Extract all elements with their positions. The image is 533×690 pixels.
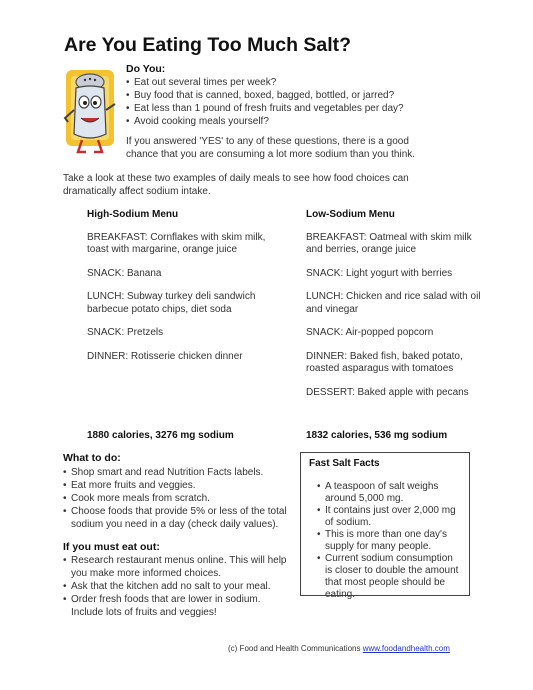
list-item: • Buy food that is canned, boxed, bagged, bottled, or jarred? — [126, 89, 466, 102]
meal-item: BREAKFAST: Oatmeal with skim milk and berries, orange juice — [306, 231, 472, 255]
list-item: • Eat out several times per week? — [126, 76, 466, 89]
meal-item: LUNCH: Subway turkey deli sandwich barbecue potato chips, diet soda — [87, 291, 256, 315]
meal-item: DINNER: Baked fish, baked potato, roasted asparagus with tomatoes — [306, 350, 463, 374]
website-link[interactable]: www.foodandhealth.com — [362, 644, 450, 653]
list-item: • Ask that the kitchen add no salt to your meal. — [63, 580, 288, 593]
eat-out-list — [63, 554, 288, 619]
list-item: • A teaspoon of salt weighs around 5,000 mg. — [317, 481, 461, 505]
salt-shaker-mascot-icon — [62, 62, 118, 156]
list-item: • Cook more meals from scratch. — [63, 492, 288, 505]
footer — [228, 644, 450, 653]
list-item: • Choose foods that provide 5% or less of the total sodium you need in a day (check daily values). — [63, 505, 288, 531]
meal-item: SNACK: Banana — [87, 267, 162, 279]
high-sodium-menu — [87, 209, 272, 374]
page-title: Are You Eating Too Much Salt? — [64, 34, 352, 56]
high-sodium-heading: High-Sodium Menu — [87, 209, 179, 220]
do-you-section — [126, 63, 466, 128]
list-item: • Eat less than 1 pound of fresh fruits and vegetables per day? — [126, 102, 466, 115]
fast-salt-facts-box — [300, 452, 470, 600]
list-item: • Eat more fruits and veggies. — [63, 479, 288, 492]
list-item: • This is more than one day's supply for many people. — [317, 529, 461, 553]
do-you-list — [126, 76, 466, 128]
answer-paragraph: If you answered 'YES' to any of these questions, there is a good chance that you are consuming a lot more sodium than you think. — [126, 136, 416, 160]
list-item: • Research restaurant menus online. This will help you make more informed choices. — [63, 554, 288, 580]
do-you-heading: Do You: — [126, 63, 166, 75]
list-item: • Current sodium consumption is closer to double the amount that most people should be eating. — [317, 553, 461, 601]
what-to-do-section — [63, 452, 288, 619]
eat-out-heading: If you must eat out: — [63, 540, 160, 553]
meal-item: BREAKFAST: Cornflakes with skim milk, toast with margarine, orange juice — [87, 231, 266, 255]
meal-item: SNACK: Air-popped popcorn — [306, 327, 434, 338]
low-sodium-totals: 1832 calories, 536 mg sodium — [306, 430, 448, 441]
list-item: • Avoid cooking meals yourself? — [126, 115, 466, 128]
eat-out-section — [63, 541, 288, 620]
meal-item: LUNCH: Chicken and rice salad with oil and vinegar — [306, 291, 481, 315]
list-item: • Order fresh foods that are lower in sodium. Include lots of fruits and veggies! — [63, 593, 288, 619]
copyright-text: (c) Food and Health Communications — [228, 644, 361, 653]
meal-item: SNACK: Light yogurt with berries — [306, 267, 453, 279]
low-sodium-heading: Low-Sodium Menu — [306, 209, 395, 220]
list-item: • It contains just over 2,000 mg of sodium. — [317, 505, 461, 529]
fast-facts-heading: Fast Salt Facts — [309, 458, 380, 469]
fast-facts-list — [309, 481, 461, 601]
intro-paragraph: Take a look at these two examples of daily meals to see how food choices can dramatically affect sodium intake. — [63, 173, 409, 197]
salt-shaker-mascot-image — [62, 62, 118, 156]
meal-item: SNACK: Pretzels — [87, 327, 164, 338]
meal-item: DESSERT: Baked apple with pecans — [306, 386, 469, 398]
what-to-do-heading: What to do: — [63, 452, 121, 464]
low-sodium-menu — [306, 209, 491, 410]
list-item: • Shop smart and read Nutrition Facts labels. — [63, 466, 288, 479]
meal-item: DINNER: Rotisserie chicken dinner — [87, 350, 243, 362]
high-sodium-totals: 1880 calories, 3276 mg sodium — [87, 430, 234, 441]
what-to-do-list — [63, 466, 288, 531]
